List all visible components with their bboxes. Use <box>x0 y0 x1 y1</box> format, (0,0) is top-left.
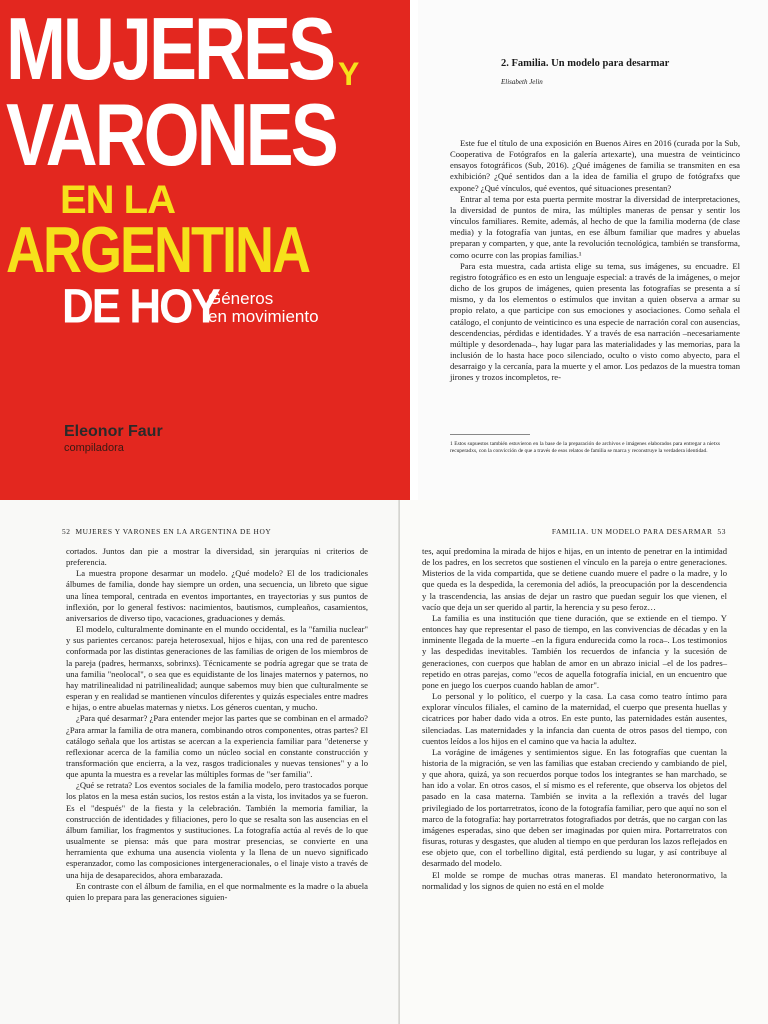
paragraph: Para esta muestra, cada artista elige su tema, sus imágenes, su encuadre. El registro fotográfico es en esto un lenguaje especial: a través de la imágenes, o mejor dicho de los grupos de imágenes, quien presenta las fotografías se presenta a sí mismo, y da los elementos o estímulos que invitan a quien observa a armar su propio relato, a que participe con sus emociones y asociaciones. Como señala el catálogo, el conjunto de veinticinco es una especie de narración coral con ausencias, descendencias, pérdidas e identidades. Y a través de esa narración –necesariamente múltiple y desordenada–, hay lugar para las materialidades y las memorias, para la inclusión de lo hasta hace poco silenciado, oculto o visto como abyecto, para el desarraigo y la cercanía, para la muerte y el amor. Los pedazos de la muestra toman jirones y trozos incompletos, re- <box>450 260 740 383</box>
page-number: 53 <box>717 527 726 536</box>
chapter-opening-page <box>418 0 768 500</box>
left-page-body <box>66 546 368 903</box>
paragraph: La familia es una institución que tiene duración, que se extiende en el tiempo. Y entonces hay que representar el paso de tiempo, en las convivencias de décadas y en la inminente llegada de la muerte –en la figura endurecida como la roca–. Los testimonios y las despedidas inevitables. También los recuerdos de infancia y la sucesión de generaciones, con cuerpos que hablan de amor en un abrazo inicial –el de los padres– repetido en otras parejas, como "ecos de aquella fotografía inicial, en un encuentro que pone en juego los cuerpos cuando hablan de amor". <box>422 612 727 690</box>
footnote: 1 Estos supuestos también estuvieron en la base de la preparación de archivos e imágenes elaborados para entregar a nietxs recuperadxs, con la convicción de que a través de esos relatos de familia se marca y reconstruye la verdadera identidad. <box>450 441 720 454</box>
running-head-text: MUJERES Y VARONES EN LA ARGENTINA DE HOY <box>75 527 272 536</box>
cover-title-mujeres: MUJERES <box>6 1 334 99</box>
right-page-body <box>422 546 727 892</box>
chapter-title: 2. Familia. Un modelo para desarmar <box>501 58 670 69</box>
cover-title-argentina: ARGENTINA <box>6 214 309 287</box>
paragraph: En contraste con el álbum de familia, en el que normalmente es la madre o la abuela quien lo prepara para las generaciones siguien- <box>66 880 368 902</box>
running-head-text: FAMILIA. UN MODELO PARA DESARMAR <box>551 527 713 536</box>
paragraph: Este fue el título de una exposición en Buenos Aires en 2016 (curada por la Sub, Cooperativa de Fotógrafos en la galería artexarte), una muestra de veinticinco ensayos fotográficos (Sub, 2016). ¿Qué imágenes de familia se transmiten en esa exhibición? ¿Qué sentidos dan a la idea de familia el grupo de fotógrafxs que expone? ¿Qué vínculos, qué eventos, qué situaciones presentan? <box>450 138 740 193</box>
paragraph: El molde se rompe de muchas otras maneras. El mandato heteronormativo, la normalidad y los signos de quien no está en el molde <box>422 869 727 891</box>
book-cover <box>0 0 410 500</box>
cover-title-varones: VARONES <box>6 87 336 185</box>
cover-subtitle-line1: Géneros <box>208 289 274 308</box>
paragraph: La vorágine de imágenes y sentimientos sigue. En las fotografías que cuentan la historia de la migración, se ven las familias que estaban creciendo y cambiando de piel, y que ahora, quizá, ya son recuerdos porque todos los integrantes se han marchado, se han ido a volar. En otros casos, el sí mismo es el referente, que observa los objetos del pasado en la casa materna. También se invita a la reflexión a través del lugar privilegiado de los portarretratos, ícono de la fotografía familiar, pero que aquí no son el marco de la fotografía: hay portarretratos fotografiados por detrás, que no cargan con las imágenes esperadas, sino que deben ser imaginadas por quien mira. Portarretratos con fisuras, roturas y desgastes, que aluden al tiempo en que perduran los lazos reflejados en ese objeto que, con el torbellino digital, está perdiendo su lugar, y así contribuye al desarmado del modelo. <box>422 746 727 869</box>
running-head-left <box>62 527 271 536</box>
chapter-author: Elisabeth Jelin <box>501 78 543 86</box>
footnote-divider <box>450 434 530 435</box>
cover-title-en-la: EN LA <box>60 178 175 222</box>
cover-title-y: Y <box>338 56 360 92</box>
page-number: 52 <box>62 527 71 536</box>
right-page <box>400 500 768 1024</box>
chapter-body <box>450 138 740 383</box>
paragraph: tes, aquí predomina la mirada de hijos e hijas, en un intento de penetrar en la intimidad de los padres, en los secretos que sostienen el vínculo en la pareja o entre generaciones. Misterios de la vida compartida, que se detiene cuando muere el padre o la madre, y lo que queda es la despedida, la ceremonia del adiós, la preocupación por la descendencia y la trascendencia, las ansias de dejar un rastro que puedan seguir los que vienen, el vacío que deja un ser querido al partir, la herencia y su peso feroz… <box>422 546 727 612</box>
cover-subtitle <box>208 290 319 326</box>
cover-title-de-hoy: DE HOY <box>62 279 219 334</box>
paragraph: El modelo, culturalmente dominante en el mundo occidental, es la "familia nuclear" y sus parientes cercanos: pareja heterosexual, hijos e hijas, con una red de parentesco conformada por las distintas generaciones de las familias de origen de los miembros de la pareja (padres, hermanxs, sobrinxs). Técnicamente se podría agregar que se trata de una familia "neolocal", o sea que es equidistante de los linajes maternos y paternos, no hay matrilinealidad ni patrilinealidad; aunque sabemos muy bien que culturalmente se esperan y en realidad se mantienen vínculos diferentes y quizás especiales entre madres e hijas, o entre abuelas maternas y nietxs. Los géneros cuentan, y mucho. <box>66 624 368 713</box>
paragraph: cortados. Juntos dan pie a mostrar la diversidad, sin jerarquías ni criterios de preferencia. <box>66 546 368 568</box>
cover-subtitle-line2: en movimiento <box>208 306 319 326</box>
left-page <box>0 500 400 1024</box>
cover-author: Eleonor Faur <box>64 423 163 440</box>
paragraph: ¿Para qué desarmar? ¿Para entender mejor las partes que se combinan en el armado? ¿Para armar la familia de otra manera, combinando otros componentes, otras partes? El catálogo señala que los artistas se acercan a la experiencia familiar para "detenerse y reflexionar acerca de la familia como un núcleo social en constante construcción y transformación que encierra, a la vez, rasgos tradicionales y nuevas tensiones" y a lo que apunta la muestra es a revelar las múltiples formas de "ser familia". <box>66 713 368 780</box>
running-head-right <box>552 527 726 536</box>
paragraph: ¿Qué se retrata? Los eventos sociales de la familia modelo, pero trastocados porque los platos en la mesa están sucios, los restos están a la vista, los invitados ya se fueron. Es el "después" de la fiesta y la celebración. También la memoria familiar, la construcción de identidades y filiaciones, pero lo que se resalta son las ausencias en el álbum familiar, los fragmentos y sustituciones. La fotografía actúa al revés de lo que usualmente se piensa: más que para mostrar presencias, se convierte en una herramienta que exhuma una ausencia violenta y la llena de un nuevo significado esperanzador, como las composiciones intergeneracionales, o el linaje visto a través de una hija de desaparecidos, ahora embarazada. <box>66 780 368 880</box>
paragraph: Lo personal y lo político, el cuerpo y la casa. La casa como teatro íntimo para explorar vínculos filiales, el camino de la maternidad, el cuerpo que presenta huellas y cicatrices por haber dado vida a otros. En este punto, las paternidades están ausentes, silenciadas. Las maternidades y la infancia dan cuenta de otros pasos del tiempo, con cuentos leídos a los hijos en el camino que va hacia la adultez. <box>422 691 727 746</box>
paragraph: La muestra propone desarmar un modelo. ¿Qué modelo? El de los tradicionales álbumes de familia, donde hay siempre un orden, una secuencia, un libreto que sigue una línea temporal, centrada en eventos importantes, en trayectorias y sus puntos de inflexión, por lo general festivos: nacimientos, bautismos, cumpleaños, casamientos, aniversarios de diverso tipo, vacaciones, graduaciones y demás. <box>66 568 368 623</box>
cover-author-role: compiladora <box>64 442 124 454</box>
paragraph: Entrar al tema por esta puerta permite mostrar la diversidad de interpretaciones, la diversidad de puntos de mira, las múltiples maneras de pensar y sentir los vínculos familiares. Remite, además, al hecho de que la familia moderna (de clase media) y la fotografía van juntas, en ese álbum familiar que madres y abuelas preparan y comparten, y que, ante la revolución tecnológica, también se transforma, como ocurre con las propias familias.¹ <box>450 193 740 260</box>
